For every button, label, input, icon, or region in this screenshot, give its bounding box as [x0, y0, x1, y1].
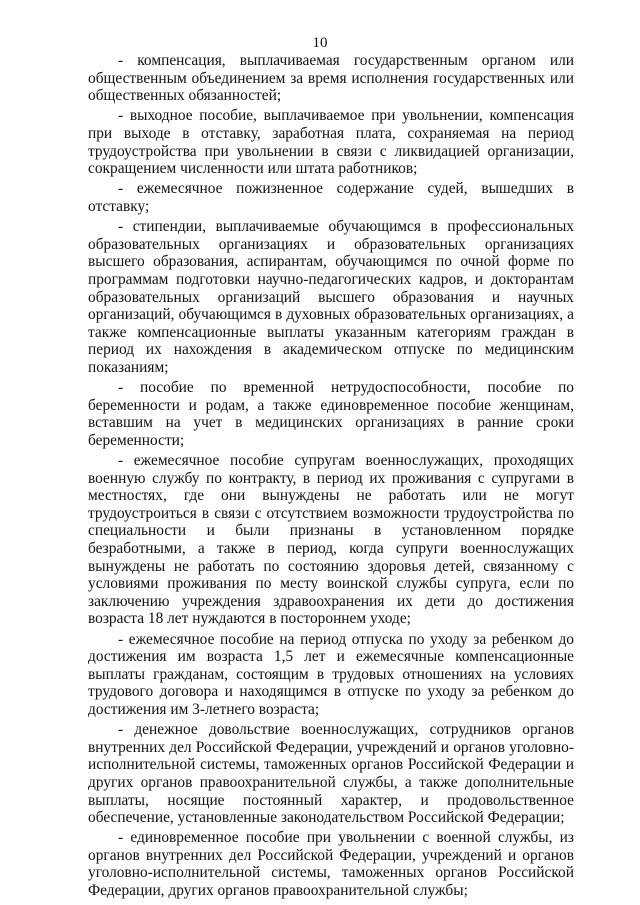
list-item: - денежное довольствие военнослужащих, сотрудников органов внутренних дел Российской Федерации, учреждений и органов уголовно-исполнительной системы, таможенных органов Российской Федерации и других органов правоохранительной службы, а также дополнительные выплаты, носящие постоянный характер, и продовольственное обеспечение, установленные законодательством Российской Федерации;: [88, 721, 574, 827]
list-item: - компенсация, выплачиваемая государственным органом или общественным объединением за время исполнения государственных или общественных обязанностей;: [88, 52, 574, 105]
list-item: - ежемесячное пособие на период отпуска по уходу за ребенком до достижения им возраста 1,5 лет и ежемесячные компенсационные выплаты гражданам, состоящим в трудовых отношениях на условиях трудового договора и находящимся в отпуске по уходу за ребенком до достижения им 3-летнего возраста;: [88, 630, 574, 718]
list-item: - ежемесячное пожизненное содержание судей, вышедших в отставку;: [88, 180, 574, 215]
page-number: 10: [312, 35, 328, 51]
list-item: - пособие по временной нетрудоспособности, пособие по беременности и родам, а также единовременное пособие женщинам, вставшим на учет в медицинских организациях в ранние сроки беременности;: [88, 379, 574, 449]
list-item: - выходное пособие, выплачиваемое при увольнении, компенсация при выходе в отставку, заработная плата, сохраняемая на период трудоустройства при увольнении в связи с ликвидацией организации, сокращением численности или штата работников;: [88, 107, 574, 178]
list-item: - единовременное пособие при увольнении с военной службы, из органов внутренних дел Российской Федерации, учреждений и органов уголовно-исполнительной системы, таможенных органов Российской Федерации, других органов правоохранительной службы;: [88, 829, 574, 900]
list-item: - стипендии, выплачиваемые обучающимся в профессиональных образовательных организациях и образовательных организациях высшего образования, аспирантам, обучающимся по очной форме по программам подготовки научно-педагогических кадров, и докторантам образовательных организаций высшего образования и научных организаций, обучающимся в духовных образовательных организациях, а также компенсационные выплаты указанным категориям граждан в период их нахождения в академическом отпуске по медицинским показаниям;: [88, 218, 574, 376]
list-item: - ежемесячное пособие супругам военнослужащих, проходящих военную службу по контракту, в период их проживания с супругами в местностях, где они вынуждены не работать или не могут трудоустроиться в связи с отсутствием возможности трудоустройства по специальности и были признаны в установленном порядке безработными, а также в период, когда супруги военнослужащих вынуждены не работать по состоянию здоровья детей, связанному с условиями проживания по месту воинской службы супруга, если по заключению учреждения здравоохранения их дети до достижения возраста 18 лет нуждаются в постороннем уходе;: [88, 452, 574, 628]
document-body: [88, 52, 574, 902]
